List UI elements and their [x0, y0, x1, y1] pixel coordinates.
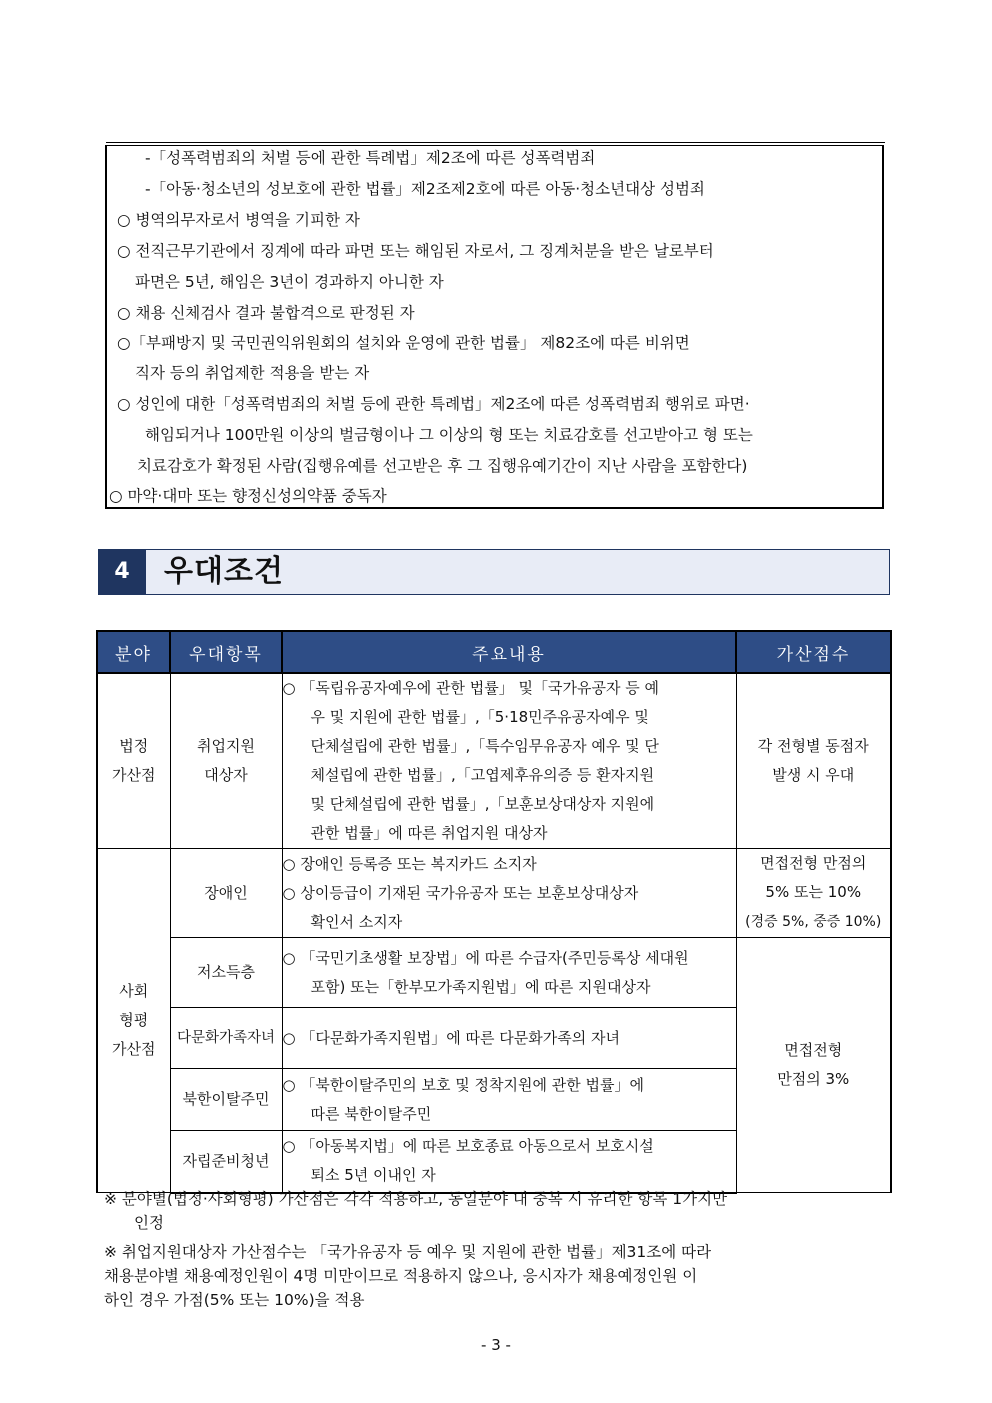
box-line: 해임되거나 100만원 이상의 벌금형이나 그 이상의 형 또는 치료감호를 선고받아고 형 또는 [145, 426, 753, 444]
box-line: ○ 마약·대마 또는 향정신성의약품 중독자 [109, 487, 387, 505]
content-cell: ○ 「북한이탈주민의 보호 및 정착지원에 관한 법률」에 따른 북한이탈주민 [282, 1069, 736, 1131]
content-cell: ○ 「아동복지법」에 따른 보호종료 아동으로서 보호시설 퇴소 5년 이내인 자 [282, 1131, 736, 1193]
top-rule [106, 142, 885, 143]
table-row [97, 673, 891, 849]
box-line: ○ 성인에 대한「성폭력범죄의 처벌 등에 관한 특례법」제2조에 따른 성폭력범죄 행위로 파면· [117, 395, 750, 413]
preference-table [96, 630, 892, 1194]
item-low-income: 저소득층 [170, 938, 282, 1008]
box-line: ○ 채용 신체검사 결과 불합격으로 판정된 자 [117, 304, 415, 322]
content-cell: ○ 「국민기초생활 보장법」에 따른 수급자(주민등록상 세대원 포함) 또는「한부모가족지원법」에 따른 지원대상자 [282, 938, 736, 1008]
note-2: ※ 취업지원대상자 가산점수는 「국가유공자 등 예우 및 지원에 관한 법률」제31조에 따라 채용분야별 채용예정인원이 4명 미만이므로 적용하지 않으나, 응시자가 채용예정인원 이 하인 경우 가점(5% 또는 10%)을 적용 [104, 1243, 712, 1309]
section-header [98, 549, 890, 595]
note-1: ※ 분야별(법정·사회형평) 가산점은 각각 적용하고, 동일분야 내 중복 시 유리한 항목 1가지만 인정 [104, 1190, 728, 1232]
field-legal: 법정 가산점 [97, 673, 170, 849]
content-cell: ○ 장애인 등록증 또는 복지카드 소지자 ○ 상이등급이 기재된 국가유공자 또는 보훈보상대상자 확인서 소지자 [282, 849, 736, 938]
box-line: -「아동·청소년의 성보호에 관한 법률」제2조제2호에 따른 아동·청소년대상 성범죄 [145, 180, 705, 198]
item-independent-youth: 자립준비청년 [170, 1131, 282, 1193]
header-field: 분야 [97, 631, 170, 673]
header-content: 주요내용 [282, 631, 736, 673]
item-multicultural: 다문화가족자녀 [170, 1008, 282, 1069]
disqualification-box [105, 145, 884, 509]
box-line: 치료감호가 확정된 사람(집행유예를 선고받은 후 그 집행유예기간이 지난 사람을 포함한다) [137, 457, 748, 475]
box-line: 파면은 5년, 해임은 3년이 경과하지 아니한 자 [135, 273, 444, 291]
section-number: 4 [98, 549, 146, 595]
box-line: ○ 병역의무자로서 병역을 기피한 자 [117, 211, 360, 229]
table-header-row [97, 631, 891, 673]
item-employment-support: 취업지원 대상자 [170, 673, 282, 849]
box-line: ○ 전직근무기관에서 징계에 따라 파면 또는 해임된 자로서, 그 징계처분을 받은 날로부터 [117, 242, 714, 260]
points-cell: 각 전형별 동점자 발생 시 우대 [736, 673, 891, 849]
box-line: -「성폭력범죄의 처벌 등에 관한 특례법」제2조에 따른 성폭력범죄 [145, 149, 596, 167]
points-cell: 면접전형 만점의 3% [736, 938, 891, 1193]
table-row [97, 938, 891, 1008]
box-line: ○「부패방지 및 국민권익위원회의 설치와 운영에 관한 법률」 제82조에 따른 비위면 [117, 334, 690, 352]
item-disabled: 장애인 [170, 849, 282, 938]
page-number: - 3 - [481, 1336, 511, 1354]
content-cell: ○ 「다문화가족지원법」에 따른 다문화가족의 자녀 [282, 1008, 736, 1069]
content-cell: ○ 「독립유공자예우에 관한 법률」 및「국가유공자 등 예 우 및 지원에 관한 법률」,「5·18민주유공자예우 및 단체설립에 관한 법률」,「특수임무유공자 예우 및 단 체설립에 관한 법률」,「고엽제후유의증 등 환자지원 및 단체설립에 관한 법률」,「보훈보상대상자 지원에 관한 법률」에 따른 취업지원 대상자 [282, 673, 736, 849]
field-social: 사회 형평 가산점 [97, 849, 170, 1193]
box-line: 직자 등의 취업제한 적용을 받는 자 [135, 364, 370, 382]
item-defector: 북한이탈주민 [170, 1069, 282, 1131]
points-cell: 면접전형 만점의 5% 또는 10% (경증 5%, 중증 10%) [736, 849, 891, 938]
table-row [97, 849, 891, 938]
section-title: 우대조건 [164, 554, 284, 589]
header-item: 우대항목 [170, 631, 282, 673]
header-points: 가산점수 [736, 631, 891, 673]
